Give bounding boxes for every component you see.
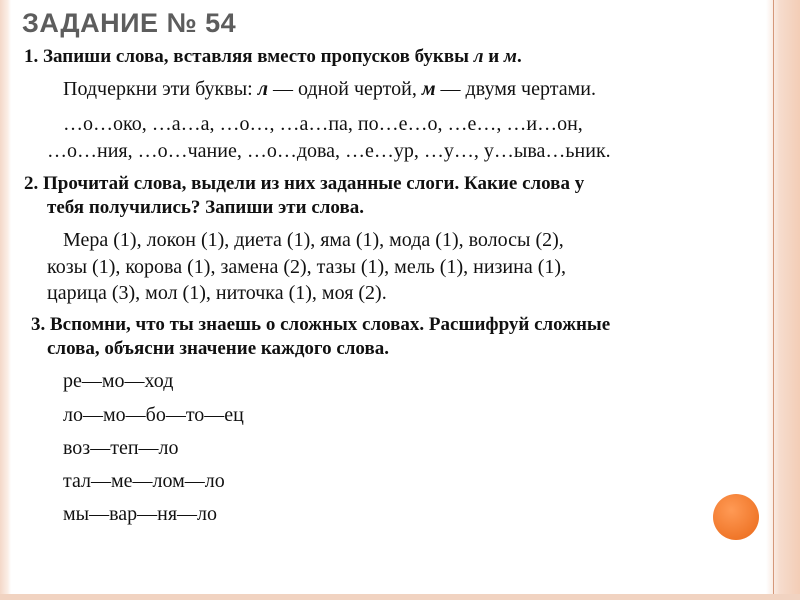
task1-letter-l: л	[473, 46, 484, 67]
task1-instr-m: м	[421, 78, 436, 100]
task1-instr-mid: — одной чертой,	[267, 78, 422, 100]
slide-title: ЗАДАНИЕ № 54	[22, 8, 237, 38]
task2-words-line-3: царица (3), мол (1), ниточка (1), моя (2).	[47, 282, 387, 304]
task2-words-line-1: Мера (1), локон (1), диета (1), яма (1), мода (1), волосы (2),	[63, 229, 564, 251]
task1-instr-l: л	[257, 78, 268, 100]
slide-bottom-border	[0, 594, 800, 600]
task1-heading-start: 1. Запиши слова, вставляя вместо пропусков буквы	[24, 46, 474, 67]
task3-heading-line-2: слова, объясни значение каждого слова.	[47, 338, 389, 359]
task2-heading-line-2: тебя получились? Запиши эти слова.	[47, 197, 364, 218]
task3-word-3: воз—теп—ло	[63, 437, 179, 459]
task3-word-2: ло—мо—бо—то—ец	[63, 404, 244, 426]
task1-letter-m: м	[503, 46, 517, 67]
task2-words-line-2: козы (1), корова (1), замена (2), тазы (1), мель (1), низина (1),	[47, 256, 567, 278]
slide-right-border	[766, 0, 800, 600]
task1-instr-end: — двумя чертами.	[435, 78, 596, 100]
task3-word-1: ре—мо—ход	[63, 370, 174, 392]
slide-left-border	[0, 0, 11, 600]
task1-instruction	[63, 78, 596, 101]
task1-instr-start: Подчеркни эти буквы:	[63, 78, 258, 100]
task1-words-line-2: …о…ния, …о…чание, …о…дова, …е…ур, …у…, у…ыва…ьник.	[47, 140, 611, 162]
task3-heading-line-1: 3. Вспомни, что ты знаешь о сложных словах. Расшифруй сложные	[31, 314, 611, 335]
task3-word-4: тал—ме—лом—ло	[63, 470, 225, 492]
task1-words-line-1: …о…око, …а…а, …о…, …а…па, по…е…о, …е…, …и…он,	[63, 113, 583, 135]
task1-heading-end: .	[516, 46, 522, 67]
orange-circle-decoration	[713, 494, 759, 540]
task2-heading-line-1: 2. Прочитай слова, выдели из них заданные слоги. Какие слова у	[24, 173, 585, 194]
task1-heading	[24, 46, 522, 68]
task3-word-5: мы—вар—ня—ло	[63, 503, 218, 525]
task1-and: и	[483, 46, 504, 67]
slide-right-rule	[773, 0, 774, 600]
